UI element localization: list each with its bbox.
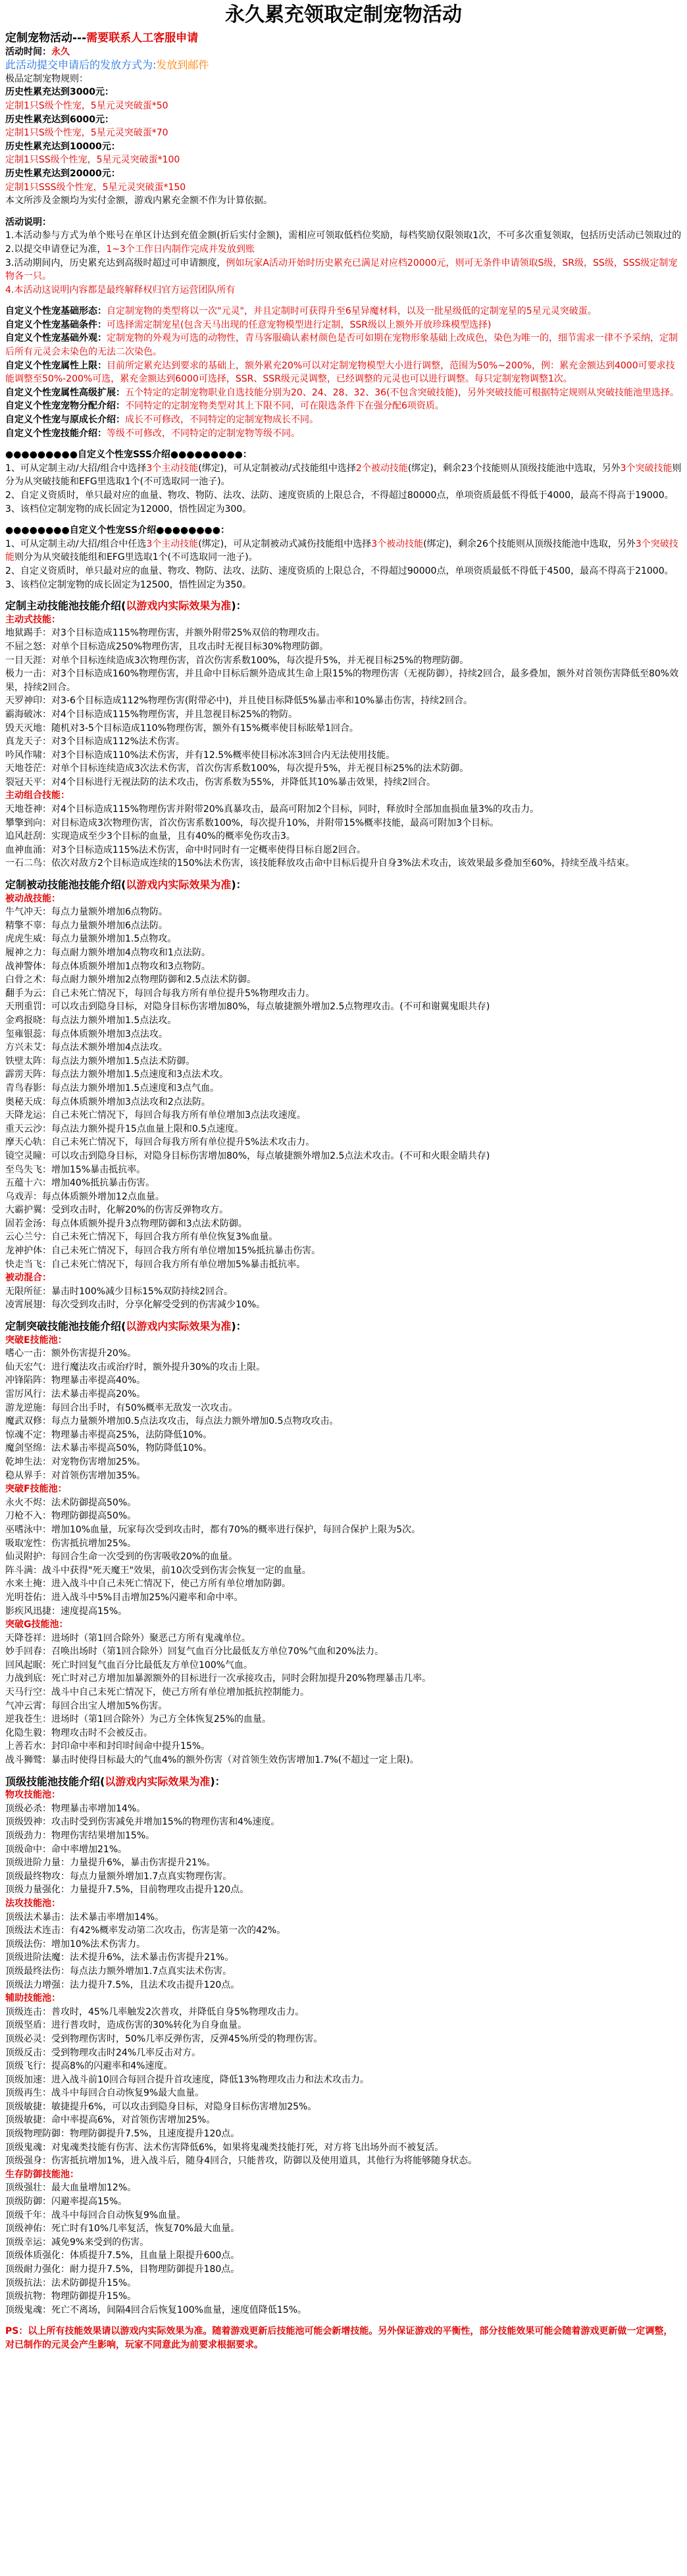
skill-item: 顶级强壮：最大血量增加12%。 bbox=[5, 2183, 137, 2194]
definition-key: 自定义个性宠基础外观： bbox=[5, 333, 107, 344]
skill-item: 顶级连击：普攻时，45%几率触发2次普攻，并降低自身5%物理攻击力。 bbox=[5, 2006, 305, 2017]
skill-item: 化隐生毅：物理攻击时不会被反击。 bbox=[5, 1727, 153, 1738]
section-heading-text: )： bbox=[210, 1775, 226, 1788]
sss-highlight: 3个突破技能 bbox=[620, 463, 673, 474]
skill-item: 顶级法术连击：有42%概率发动第二次攻击，伤害是第一次的42%。 bbox=[5, 1925, 286, 1936]
definition-item bbox=[5, 427, 682, 441]
skill-item: 顶级抗法：法术防御提升15%。 bbox=[5, 2277, 137, 2288]
skill-item: 追风赶刮：实现造成至少3个目标的血量，且有40%的概率免伤攻击3。 bbox=[5, 831, 295, 842]
section-heading-text: 顶级技能池技能介绍( bbox=[5, 1775, 105, 1788]
skill-item: 顶级敏捷：命中率提高6%，对首领伤害增加25%。 bbox=[5, 2115, 216, 2126]
issue-method bbox=[5, 59, 682, 72]
issue-method-label: 此活动提交申请后的发放方式为: bbox=[5, 59, 157, 72]
skill-item: 极力一击：对3个目标造成160%物理伤害，并且命中目标后额外造成其生命上限15%的物理伤害（无视防御），持续2回合，最多叠加，额外对首领伤害降低至80%效果，持续2回合。 bbox=[5, 669, 679, 693]
definition-item bbox=[5, 332, 682, 359]
skill-item: 妙手回春：召唤出场时（第1回合除外）回复气血百分比最低友方单位70%气血和20%法力。 bbox=[5, 1646, 384, 1657]
skill-item: 一石二鸟：依次对敌方2个目标造成连续的150%法术伤害，该技能释放攻击命中目标后提升自身3%法术攻击，该效果最多叠加至60%，持续至战斗结束。 bbox=[5, 858, 635, 869]
definition-value: 定制宠物的外观为可选的动物性，青马客服确认素材颜色是否可如期在宠物形象基础上改成色，染色为唯一的，细节需求一律不予采纳，定制后所有元灵会未染色的无法二次染色。 bbox=[5, 333, 678, 358]
skill-item: 顶级鬼魂：对鬼魂类技能有伤害、法术伤害降低6%，如果将鬼魂类技能打死，对方将飞出场外而不被复活。 bbox=[5, 2142, 444, 2153]
skill-item: 水来土掩：进入战斗中自己未死亡情况下，使己方所有单位增加防御。 bbox=[5, 1578, 291, 1590]
skill-item: 上善若水：封印命中率和封印时间命中提升15%。 bbox=[5, 1741, 211, 1752]
skill-item: 青鸟春影：每点法力额外增加1.5点速度和3点气血。 bbox=[5, 1082, 220, 1094]
skill-item: 履神之力：每点耐力额外增加4点物攻和1点法防。 bbox=[5, 947, 211, 958]
skill-item: 顶级抗物：物理防御提升15%。 bbox=[5, 2291, 137, 2302]
skill-item: 稳从界手：对首领伤害增加35%。 bbox=[5, 1470, 146, 1481]
skill-item: 奥秘天成：每点体质额外增加3点法攻和2点法防。 bbox=[5, 1096, 211, 1107]
skill-item: 顶级千年：战斗中每回合自动恢复9%血量。 bbox=[5, 2210, 186, 2221]
activity-time-label: 活动时间： bbox=[5, 46, 51, 57]
skill-item: 顶级进阶力量：力量提升6%，暴击伤害提升21%。 bbox=[5, 1857, 216, 1869]
skill-item: 永火不烬：法术防御提高50%。 bbox=[5, 1497, 137, 1508]
skill-item: 翻手为云：自己未死亡情况下，每回合每我方所有单位提升5%物理攻击力。 bbox=[5, 988, 315, 999]
skill-item: 龙神护体：自己未死亡情况下，每回合我方所有单位增加15%抵抗暴击伤害。 bbox=[5, 1246, 321, 1257]
definition-list bbox=[5, 305, 682, 440]
section-heading-text: )： bbox=[231, 878, 247, 892]
ss-line bbox=[5, 538, 682, 565]
skill-item: 顶级耐力强化：耐力提升7.5%，目物理防御提升180点。 bbox=[5, 2264, 240, 2275]
tier-condition: 历史性累充达到3000元： bbox=[5, 87, 114, 98]
skill-item: 精擎不辜：每点力量额外增加6点法防。 bbox=[5, 920, 168, 931]
skill-item: 不屈之怒：对单个目标造成250%物理伤害，且攻击时无视目标30%物理防御。 bbox=[5, 641, 329, 652]
skill-item: 游龙逆施：每回合出手时，有50%概率无敌发一次攻击。 bbox=[5, 1402, 238, 1413]
skill-item: 顶级物理防御：物理防御提升7.5%，且速度提升120点。 bbox=[5, 2129, 240, 2140]
skill-item: 吸取宠性：伤害抵抗增加25%。 bbox=[5, 1538, 137, 1549]
skill-item: 天降苍祥：进场时（第1回合除外）聚恶己方所有鬼魂单位。 bbox=[5, 1632, 251, 1644]
sss-line: 3、该档位定制宠物的成长固定为12000，悟性固定为300。 bbox=[5, 503, 252, 515]
skill-item: 顶级进阶法魔：法术提升6%，法术暴击伤害提升21%。 bbox=[5, 1952, 234, 1963]
skill-item: 魔武双修：每点力量额外增加0.5点法攻攻击，每点法力额外增加0.5点物攻攻击。 bbox=[5, 1416, 339, 1427]
sss-text: (绑定)，可从定制被动/式技能组中选择 bbox=[198, 463, 356, 474]
skill-item: 五蕴十六：增加40%抵抗暴击伤害。 bbox=[5, 1178, 155, 1189]
skill-item: 吟风作啸：对3个目标造成110%法术伤害，并有12.5%概率使目标冰冻3回合内无法使用技能。 bbox=[5, 749, 395, 761]
definition-item bbox=[5, 359, 682, 386]
skill-group-heading: 生存防御技能池： bbox=[5, 2169, 79, 2180]
skill-item: 镜空灵瞳：可以攻击到隐身目标，对隐身目标伤害增加80%，每点敏捷额外增加2.5点法术攻击。(不可和火眼金睛共存) bbox=[5, 1150, 490, 1161]
sss-line bbox=[5, 462, 682, 489]
ss-highlight: 3个主动技能 bbox=[146, 538, 199, 549]
skill-item: 天降龙运：自己未死亡情况下，每回合每我方所有单位增加3点法攻速度。 bbox=[5, 1110, 306, 1121]
skill-group-heading: 被动战技能： bbox=[5, 893, 61, 904]
issue-method-value: 发放到邮件 bbox=[156, 59, 209, 72]
tier-reward: 定制1只SS级个性宠，5星元灵突破蛋*100 bbox=[5, 155, 180, 166]
skill-item: 顶级力量强化：力量提升7.5%，目前物理攻击提升120点。 bbox=[5, 1884, 249, 1896]
skill-item: 裂冠天平：对4个目标进行无视法防的法术攻击，伤害系数为55%，并降低其10%暴击效果，持续2回合。 bbox=[5, 776, 436, 788]
skill-item: 血神血涌：对3个目标造成115%法术伤害，命中时同时有一定概率使得目标自愿2回合。 bbox=[5, 844, 366, 855]
definition-key: 自定义个性宠宠物分配介绍： bbox=[5, 401, 125, 412]
section-heading bbox=[5, 1320, 682, 1334]
skill-item: 嗜心一击：额外伤害提升20%。 bbox=[5, 1348, 137, 1359]
skill-item: 牛气冲天：每点力量额外增加6点物防。 bbox=[5, 907, 168, 918]
skill-item: 顶级鬼魂：死亡不离场，间隔4回合后恢复100%血量，速度值降低15%。 bbox=[5, 2304, 307, 2315]
skill-item: 快走当飞：自己未死亡情况下，每回合我方所有单位增加5%暴击抵抗率。 bbox=[5, 1259, 306, 1270]
section-heading-note: 以游戏内实际效果为准 bbox=[126, 878, 232, 892]
skill-item: 无限所征：暴击时100%减少目标15%双防持续2回合。 bbox=[5, 1286, 234, 1297]
sss-text: 则分为从突破技能和EFG里选取1个(不可选取同一池子)。 bbox=[5, 463, 682, 488]
skill-item: 力战到底：死亡时对己方增加加暴源额外的目标进行一次承接攻击，同时会附加提升20%物理暴击几率。 bbox=[5, 1673, 432, 1684]
skill-item: 摩天心轨：自己未死亡情况下，每回合每我方所有单位提升5%法术攻击力。 bbox=[5, 1137, 315, 1148]
tier-condition: 历史性累充达到6000元： bbox=[5, 114, 114, 125]
skill-item: 仙天宏气：进行魔法攻击或治疗时，额外提升30%的攻击上限。 bbox=[5, 1361, 266, 1373]
skill-item: 天地苍神：对4个目标造成115%物理伤害并附带20%真暴攻击，最高可附加2个目标，同时，释放时全部加血损血量3%的攻击力。 bbox=[5, 804, 540, 815]
definition-value: 不同特定的定制宠物类型对其上下限不同，可在限选条件下在强分配6项资质。 bbox=[125, 401, 444, 412]
content bbox=[0, 32, 687, 2352]
ss-text: (绑定)，剩余26个技能则从顶级技能池中选取，另外 bbox=[423, 538, 636, 549]
skill-item: 虎虎生威：每点力量额外增加1.5点物攻。 bbox=[5, 934, 177, 945]
intro-heading bbox=[5, 32, 682, 45]
skill-item: 乌戏弄：每点体质额外增加12点血量。 bbox=[5, 1191, 165, 1202]
section-heading-note: 以游戏内实际效果为准 bbox=[126, 1320, 232, 1333]
skill-item: 顶级毁神：攻击时受到伤害减免并增加15%的物理伤害和4%速度。 bbox=[5, 1817, 280, 1828]
definition-value: 成长不可修改，不同特定的定制宠物成长不同。 bbox=[125, 415, 318, 426]
sss-line: 2、自定义资质时，单只最对应的血量、物攻、物防、法攻、法防、速度资质的上限总合，不得超过80000点，单项资质最低不得低于4000，最高不得高于19000。 bbox=[5, 490, 674, 501]
definition-item bbox=[5, 318, 682, 332]
skill-item: 仙灵附护：每回合生命一次受到的伤害吸收20%的血量。 bbox=[5, 1552, 238, 1563]
skill-item: 战斗狮鹫：暴击时使得目标最大的气血4%的额外伤害（对首领生效伤害增加1.7%(不超过一定上限)。 bbox=[5, 1755, 419, 1766]
intro-heading-main: 定制宠物活动--- bbox=[5, 32, 87, 45]
skill-group-heading: 被动混合： bbox=[5, 1273, 51, 1284]
sss-text: (绑定)，剩余23个技能则从顶级技能池中选取，另外 bbox=[407, 463, 621, 474]
skill-item: 地狱踢手：对3个目标造成115%物理伤害，并额外附带25%双倍的物理攻击。 bbox=[5, 628, 326, 639]
definition-key: 自定义个性宠基础形态： bbox=[5, 306, 107, 317]
rules-heading: 极品定制宠物规则： bbox=[5, 73, 88, 84]
definition-key: 自定义个性宠属性高级扩展： bbox=[5, 387, 125, 398]
skill-item: 天刑重罚：可以攻击到隐身目标，对隐身目标伤害增加80%，每点敏捷额外增加2.5点物理攻击。(不可和谢翼鬼眼共存) bbox=[5, 1001, 490, 1013]
explain-line-text: 3.活动期间内，历史累充达到高级时超过可申请额度， bbox=[5, 257, 226, 268]
definition-value: 等级不可修改，不同特定的定制宠物等级不同。 bbox=[107, 428, 300, 439]
skill-item: 重天云沙：每点法力额外提升15点血量上限和0.5点速度。 bbox=[5, 1123, 244, 1134]
section-heading-text: )： bbox=[231, 599, 247, 613]
skill-item: 天地苍茫：对单个目标连续造成3次法术伤害，首次伤害系数100%，每次提升5%，并无视目标25%的法术防御。 bbox=[5, 763, 469, 774]
section-gap bbox=[5, 1767, 682, 1775]
definition-key: 自定义个性宠基础条件： bbox=[5, 319, 107, 330]
skill-group-heading: 主动组合技能： bbox=[5, 790, 70, 801]
definition-item bbox=[5, 399, 682, 413]
skill-item: 凌霄展翅：每次受到攻击时，分享化解受受到的伤害减少10%。 bbox=[5, 1300, 266, 1311]
section-gap bbox=[5, 871, 682, 878]
skill-item: 顶级加速：进入战斗前10回合每回合提升首攻速度，降低13%物理攻击力和法术攻击力。 bbox=[5, 2074, 369, 2085]
tier-reward: 定制1只S级个性宠，5星元灵突破蛋*50 bbox=[5, 100, 168, 111]
skill-item: 顶级反击：受到物理攻击时24%几率反击对方。 bbox=[5, 2047, 201, 2058]
skill-item: 金鸡报晓：每点法力额外增加1.5点法攻。 bbox=[5, 1015, 177, 1026]
skill-group-heading: 主动式技能： bbox=[5, 614, 61, 625]
section-heading-note: 以游戏内实际效果为准 bbox=[126, 599, 232, 613]
skill-item: 大霸护翼：受到攻击时，化解20%的伤害反弹物攻方。 bbox=[5, 1205, 229, 1216]
definition-value: 目前所定累充达到要求的基础上，额外累充20%可以对定制宠物模型大小进行调整，范围为50%~200%，例：累充金额达到4000可要求技能调整至50%-200%可选，累充金额达到6000可选择，SSR、SSR级元灵调整，已经调整的元灵也可以进行调整。每只定制宠物调整1次。 bbox=[5, 360, 675, 385]
skill-item: 霸海破冰：对4个目标造成115%物理伤害，并且忽视目标25%的物防。 bbox=[5, 709, 298, 720]
tier-reward: 定制1只SSS级个性宠，5星元灵突破蛋*150 bbox=[5, 182, 186, 193]
sss-heading: ●●●●●●●●●自定义个性宠SSS介绍●●●●●●●●●： bbox=[5, 449, 252, 461]
skill-item: 顶级最终物攻：每点力量额外增加1.7点真实物理伤害。 bbox=[5, 1871, 232, 1882]
skill-item: 气冲云霄：每回合出宝人增加5%伤害。 bbox=[5, 1700, 168, 1711]
skill-item: 固若金汤：每点体质额外提升3点物理防御和3点法术防御。 bbox=[5, 1218, 247, 1229]
ss-line: 2、自定义资质时，单只最对应的血量、物攻、物防、法攻、法防、速度资质的上限总合，不得超过90000点，单项资质最低不得低于4500，最高不得高于21000。 bbox=[5, 565, 674, 576]
definition-value: 自定制宠物的类型将以一次"元灵"，并且定制时可获得升至6星异魔材料，以及一批星级低的定制宠星的5星元灵突破蛋。 bbox=[107, 306, 597, 317]
skill-item: 方兴未艾：每点法术额外增加4点法攻。 bbox=[5, 1042, 168, 1053]
skill-item: 回风起眠：死亡时回复气血百分比最低友方单位100%气血。 bbox=[5, 1659, 253, 1671]
definition-key: 自定义个性宠技能介绍： bbox=[5, 428, 107, 439]
skill-group-heading: 突破E技能池： bbox=[5, 1334, 67, 1346]
skill-group-heading: 物攻技能池： bbox=[5, 1790, 61, 1801]
skill-item: 顶级防御：闪避率提高15%。 bbox=[5, 2196, 128, 2208]
skill-item: 毁天灭地：随机对3-5个目标造成110%物理伤害，额外有15%概率使目标眩晕1回合。 bbox=[5, 722, 359, 734]
definition-key: 自定义个性宠与原成长介绍： bbox=[5, 415, 125, 426]
skill-item: 顶级幸运：减免9%来受到的伤害。 bbox=[5, 2236, 149, 2248]
skill-item: 天马行空：战斗中自己未死亡情况下，使己方所有单位增加抵抗控制能力。 bbox=[5, 1687, 309, 1698]
skill-item: 顶级法伤：增加10%法术伤害力。 bbox=[5, 1938, 146, 1950]
skill-item: 顶级命中：命中率增加21%。 bbox=[5, 1844, 128, 1855]
skill-item: 阵斗满：战斗中获得"死天魔王"效果，前10次受到伤害会恢复一定的血量。 bbox=[5, 1565, 311, 1576]
sss-text: 1、可从定制主动/大招/组合中选择 bbox=[5, 463, 147, 474]
skill-item: 冲锋陷阵：物理暴击率提高40%。 bbox=[5, 1375, 146, 1386]
ss-heading: ●●●●●●●●自定义个性宠SS介绍●●●●●●●●： bbox=[5, 525, 230, 536]
section-heading bbox=[5, 1775, 682, 1789]
explain-line-text: 2.以提交申请登记为准， bbox=[5, 243, 107, 255]
skill-item: 顶级法力增强：法力提升7.5%，且法术攻击提升120点。 bbox=[5, 1979, 240, 1990]
ps-note: PS：以上所有技能效果请以游戏内实际效果为准。随着游戏更新后技能池可能会新增技能。另外保证游戏的平衡性，部分技能效果可能会随着游戏更新做一定调整，对已制作的元灵会产生影响，玩家不同意此为前要求根据要求。 bbox=[5, 2326, 673, 2350]
definition-value: 可选择需定制宠星(包含天马出现的任意宠物模型进行定制，SSR级以上额外开放珍珠模型选择) bbox=[107, 319, 492, 330]
intro-heading-note: 需要联系人工客服申请 bbox=[86, 32, 199, 45]
skill-item: 魔剑坚绵：法术暴击率提高50%，物防降低10%。 bbox=[5, 1443, 213, 1454]
ss-highlight: 3个突破技能 bbox=[5, 538, 678, 563]
skill-item: 顶级最终法伤：每点法力额外增加1.7点真实法术伤害。 bbox=[5, 1965, 232, 1977]
tier-condition: 历史性累充达到20000元： bbox=[5, 168, 120, 179]
definition-item bbox=[5, 386, 682, 400]
skill-item: 雷厉风行：法术暴击率提高20%。 bbox=[5, 1389, 146, 1400]
skill-item: 影疾风迅捷：速度提高15%。 bbox=[5, 1605, 128, 1617]
ss-text: (绑定)，可从定制被动式减伤技能组中选择 bbox=[198, 538, 372, 549]
skill-item: 白骨之术：每点耐力额外增加2点物理防御和2.5点法术防御。 bbox=[5, 974, 257, 986]
amount-note: 本文所涉及金额均为实付金额，游戏内累充金额不作为计算依据。 bbox=[5, 195, 272, 207]
explain-heading: 活动说明： bbox=[5, 216, 51, 228]
skill-item: 顶级飞行：提高8%的闪避率和4%速度。 bbox=[5, 2061, 173, 2072]
activity-time-value: 永久 bbox=[51, 46, 70, 57]
skill-group-heading: 辅助技能池： bbox=[5, 1993, 61, 2004]
skill-item: 顶级敏捷：敏捷提升6%，可以攻击到隐身目标，对隐身目标伤害增加25%。 bbox=[5, 2101, 317, 2112]
section-heading bbox=[5, 599, 682, 613]
page-title: 永久累充领取定制宠物活动 bbox=[225, 3, 462, 26]
sss-highlight: 3个主动技能 bbox=[146, 463, 199, 474]
skill-group-heading: 法攻技能池： bbox=[5, 1898, 61, 1909]
section-heading bbox=[5, 878, 682, 892]
skill-item: 铁壁太阵：每点法力额外增加1.5点法术防御。 bbox=[5, 1055, 195, 1067]
ss-text: 1、可从定制主动/大招/组合中任选 bbox=[5, 538, 147, 549]
skill-item: 天罗神印：对3-6个目标造成112%物理伤害(附带必中)，并且使目标降低5%暴击率和10%暴击伤害，持续2回合。 bbox=[5, 695, 473, 707]
skill-item: 顶级必杀：物理暴击率增加14%。 bbox=[5, 1803, 146, 1814]
ss-text: 则分为从突破技能组和EFG里选取1个(不可选取同一池子)。 bbox=[14, 552, 258, 563]
section-heading-text: 定制突破技能池技能介绍( bbox=[5, 1320, 126, 1333]
explain-line-highlight: 例如玩家A活动开始时历史累充已满足对应档20000元，则可无条件申请领取S级，SR级，SS级，SSS级定制宠物各一只。 bbox=[5, 257, 678, 282]
skill-item: 顶级必灵：受到物理伤害时，50%几率反弹伤害，反弹45%所受的物理伤害。 bbox=[5, 2033, 323, 2044]
section-heading-text: )： bbox=[231, 1320, 247, 1333]
explain-line bbox=[5, 243, 682, 257]
ss-highlight: 3个被动技能 bbox=[371, 538, 424, 549]
skill-item: 云心兰兮：自己未死亡情况下，每回合我方所有单位恢复3%血量。 bbox=[5, 1232, 278, 1243]
definition-item bbox=[5, 413, 682, 427]
skill-item: 逆我苍生：进场时（第1回合除外）为己方全体恢复25%的血量。 bbox=[5, 1714, 272, 1725]
skill-item: 顶级劲力：物理伤害结果增加15%。 bbox=[5, 1831, 155, 1841]
skill-group-heading: 突破F技能池： bbox=[5, 1484, 67, 1495]
skill-item: 玺雍银蕊：每点体质额外增加3点法攻。 bbox=[5, 1028, 168, 1040]
definition-value: 五个特定的定制宠物职业自选技能分别为20、24、28、32、36(不包含突破技能)，另外突破技能可根据特定规则从突破技能池里选择。 bbox=[125, 387, 679, 398]
skill-item: 真龙天子：对3个目标造成112%法术伤害。 bbox=[5, 736, 185, 747]
skill-item: 顶级神佑：死亡时有10%几率复活，恢复70%最大血量。 bbox=[5, 2223, 240, 2235]
activity-time bbox=[5, 45, 682, 59]
sss-highlight: 2个被动技能 bbox=[355, 463, 408, 474]
explain-line bbox=[5, 257, 682, 284]
explain-line-text: 1.本活动参与方式为单个账号在单区计达到充值金额(折后实付金额)，需相应可领取低档位奖励，每档奖励仅限领取1次，不可多次重复领取，包括历史活动已领取过的 bbox=[5, 230, 682, 241]
skill-item: 霹雳天阵：每点法力额外增加1.5点速度和3点法术攻。 bbox=[5, 1069, 229, 1080]
skill-item: 乾坤生法：对宠物伤害增加25%。 bbox=[5, 1456, 146, 1467]
skill-item: 战神警体：每点体质额外增加1点物攻和3点物防。 bbox=[5, 961, 211, 972]
section-heading-text: 定制被动技能池技能介绍( bbox=[5, 878, 126, 892]
section-gap bbox=[5, 1312, 682, 1320]
skill-item: 一目天涯：对单个目标连续造成3次物理伤害，首次伤害系数100%，每次提升5%，并无视目标25%的物理防御。 bbox=[5, 655, 469, 666]
tier-condition: 历史性累充达到10000元： bbox=[5, 141, 120, 152]
definition-key: 自定义个性宠属性上限： bbox=[5, 360, 107, 371]
skill-item: 刀枪不入：物理防御提高50%。 bbox=[5, 1511, 137, 1522]
skill-item: 顶级再生：战斗中每回合自动恢复9%最大血量。 bbox=[5, 2088, 205, 2099]
tier-reward: 定制1只S级个性宠，5星元灵突破蛋*70 bbox=[5, 128, 168, 139]
section-heading-text: 定制主动技能池技能介绍( bbox=[5, 599, 126, 613]
explain-line: 4.本活动这说明内容都是最终解释权归官方运营团队所有 bbox=[5, 284, 236, 295]
skill-item: 至鸟失飞：增加15%暴击抵抗率。 bbox=[5, 1164, 146, 1175]
skill-item: 顶级法术暴击：法术暴击率增加14%。 bbox=[5, 1911, 165, 1923]
skill-item: 巫嗜泳中：增加10%血量，玩家每次受到攻击时，都有70%的概率进行保护，每回合保护上限为5次。 bbox=[5, 1524, 421, 1535]
explain-line-highlight: 1~3个工作日内制作完成并发放到账 bbox=[106, 243, 255, 255]
section-heading-note: 以游戏内实际效果为准 bbox=[105, 1775, 211, 1788]
skill-item: 顶级体质强化：体质提升7.5%，且血量上限提升600点。 bbox=[5, 2250, 240, 2261]
skill-item: 惊魂不定：物理暴击率提高25%，法防降低10%。 bbox=[5, 1429, 213, 1440]
definition-item bbox=[5, 305, 682, 318]
skill-sections bbox=[5, 599, 682, 2317]
skill-group-heading: 突破G技能池： bbox=[5, 1619, 68, 1630]
explain-line bbox=[5, 229, 682, 243]
skill-item: 顶级强身：伤害抵抗增加1%，进入战斗后，随身4回合，只能普攻，防御以及使用道具，其他行为将能够随身状态。 bbox=[5, 2156, 478, 2167]
skill-item: 光明苍佑：进入战斗中5%目击增加25%闪避率和命中率。 bbox=[5, 1592, 243, 1603]
ss-line: 3、该档位定制宠物的成长固定为12500，悟性固定为350。 bbox=[5, 579, 252, 590]
skill-item: 攀擎到向：对目标造成3次物理伤害，首次伤害系数100%，每次提升10%，并附带15%概率技能，最高可附加3个目标。 bbox=[5, 817, 499, 828]
skill-item: 顶级坚盾：进行普攻时，造成伤害的30%转化为自身血量。 bbox=[5, 2020, 247, 2031]
